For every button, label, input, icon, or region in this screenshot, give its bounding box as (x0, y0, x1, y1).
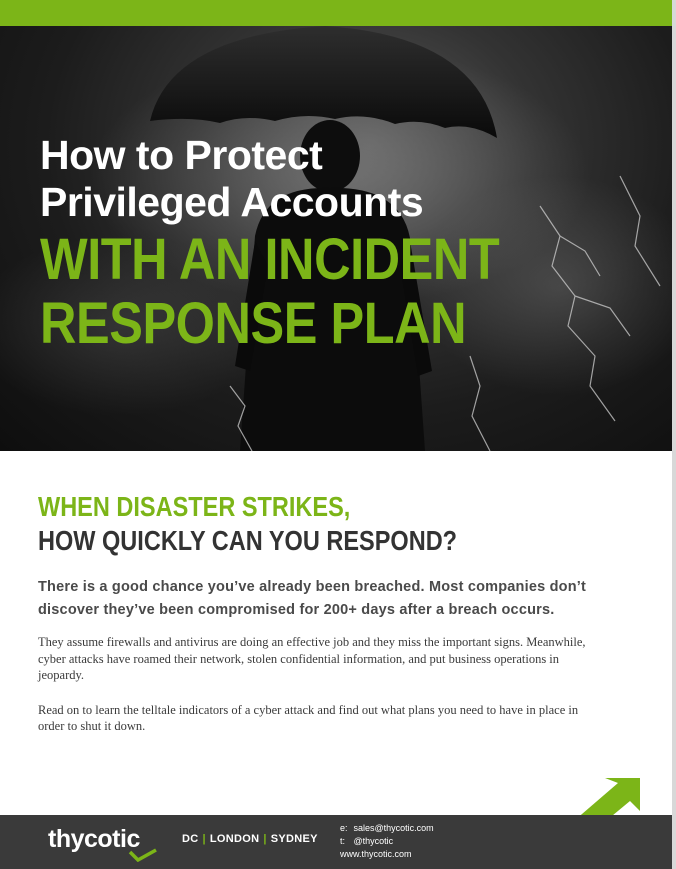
section-heading-line-2: HOW QUICKLY CAN YOU RESPOND? (38, 525, 458, 556)
title-line-1: How to Protect (40, 132, 323, 178)
body-paragraph-1: They assume firewalls and antivirus are doing an effective job and they miss the important signs. Meanwhile, cyber attacks have roamed their network, stolen confidential information, and put business operations in jeopardy. (38, 635, 586, 682)
lead-paragraph: There is a good chance you’ve already been breached. Most companies don’t discover they’ve been compromised for 200+ days after a breach occurs. (38, 579, 587, 618)
thycotic-logo[interactable] (48, 824, 168, 864)
city-london: LONDON (209, 833, 260, 845)
footer-bar (0, 815, 672, 869)
twitter-link[interactable]: @thycotic (353, 836, 394, 846)
logo-text: thycotic (48, 825, 140, 853)
email-row (340, 822, 434, 835)
body-paragraph-2: Read on to learn the telltale indicators of a cyber attack and find out what plans you need to have in place in order to shut it down. (38, 702, 579, 733)
section-heading-line-1: WHEN DISASTER STRIKES, (38, 491, 351, 522)
main-content (38, 490, 593, 735)
city-separator: | (263, 833, 267, 845)
logo-check-icon (128, 848, 158, 862)
email-link[interactable]: sales@thycotic.com (353, 823, 434, 833)
contact-info (340, 822, 434, 861)
page-edge (672, 0, 676, 869)
website-link[interactable]: www.thycotic.com (340, 849, 412, 859)
office-locations (182, 833, 318, 845)
twitter-label: t: (340, 836, 346, 846)
email-label: e: (340, 823, 348, 833)
title-line-2: Privileged Accounts (40, 179, 424, 225)
title-line-4: RESPONSE PLAN (40, 291, 467, 356)
section-heading (38, 490, 593, 558)
hero-title (40, 132, 568, 356)
hero-banner (0, 26, 672, 451)
city-dc: DC (182, 833, 199, 845)
title-line-3: WITH AN INCIDENT (40, 227, 500, 292)
city-sydney: SYDNEY (270, 833, 318, 845)
top-accent-bar (0, 0, 672, 26)
city-separator: | (202, 833, 206, 845)
twitter-row (340, 835, 434, 848)
